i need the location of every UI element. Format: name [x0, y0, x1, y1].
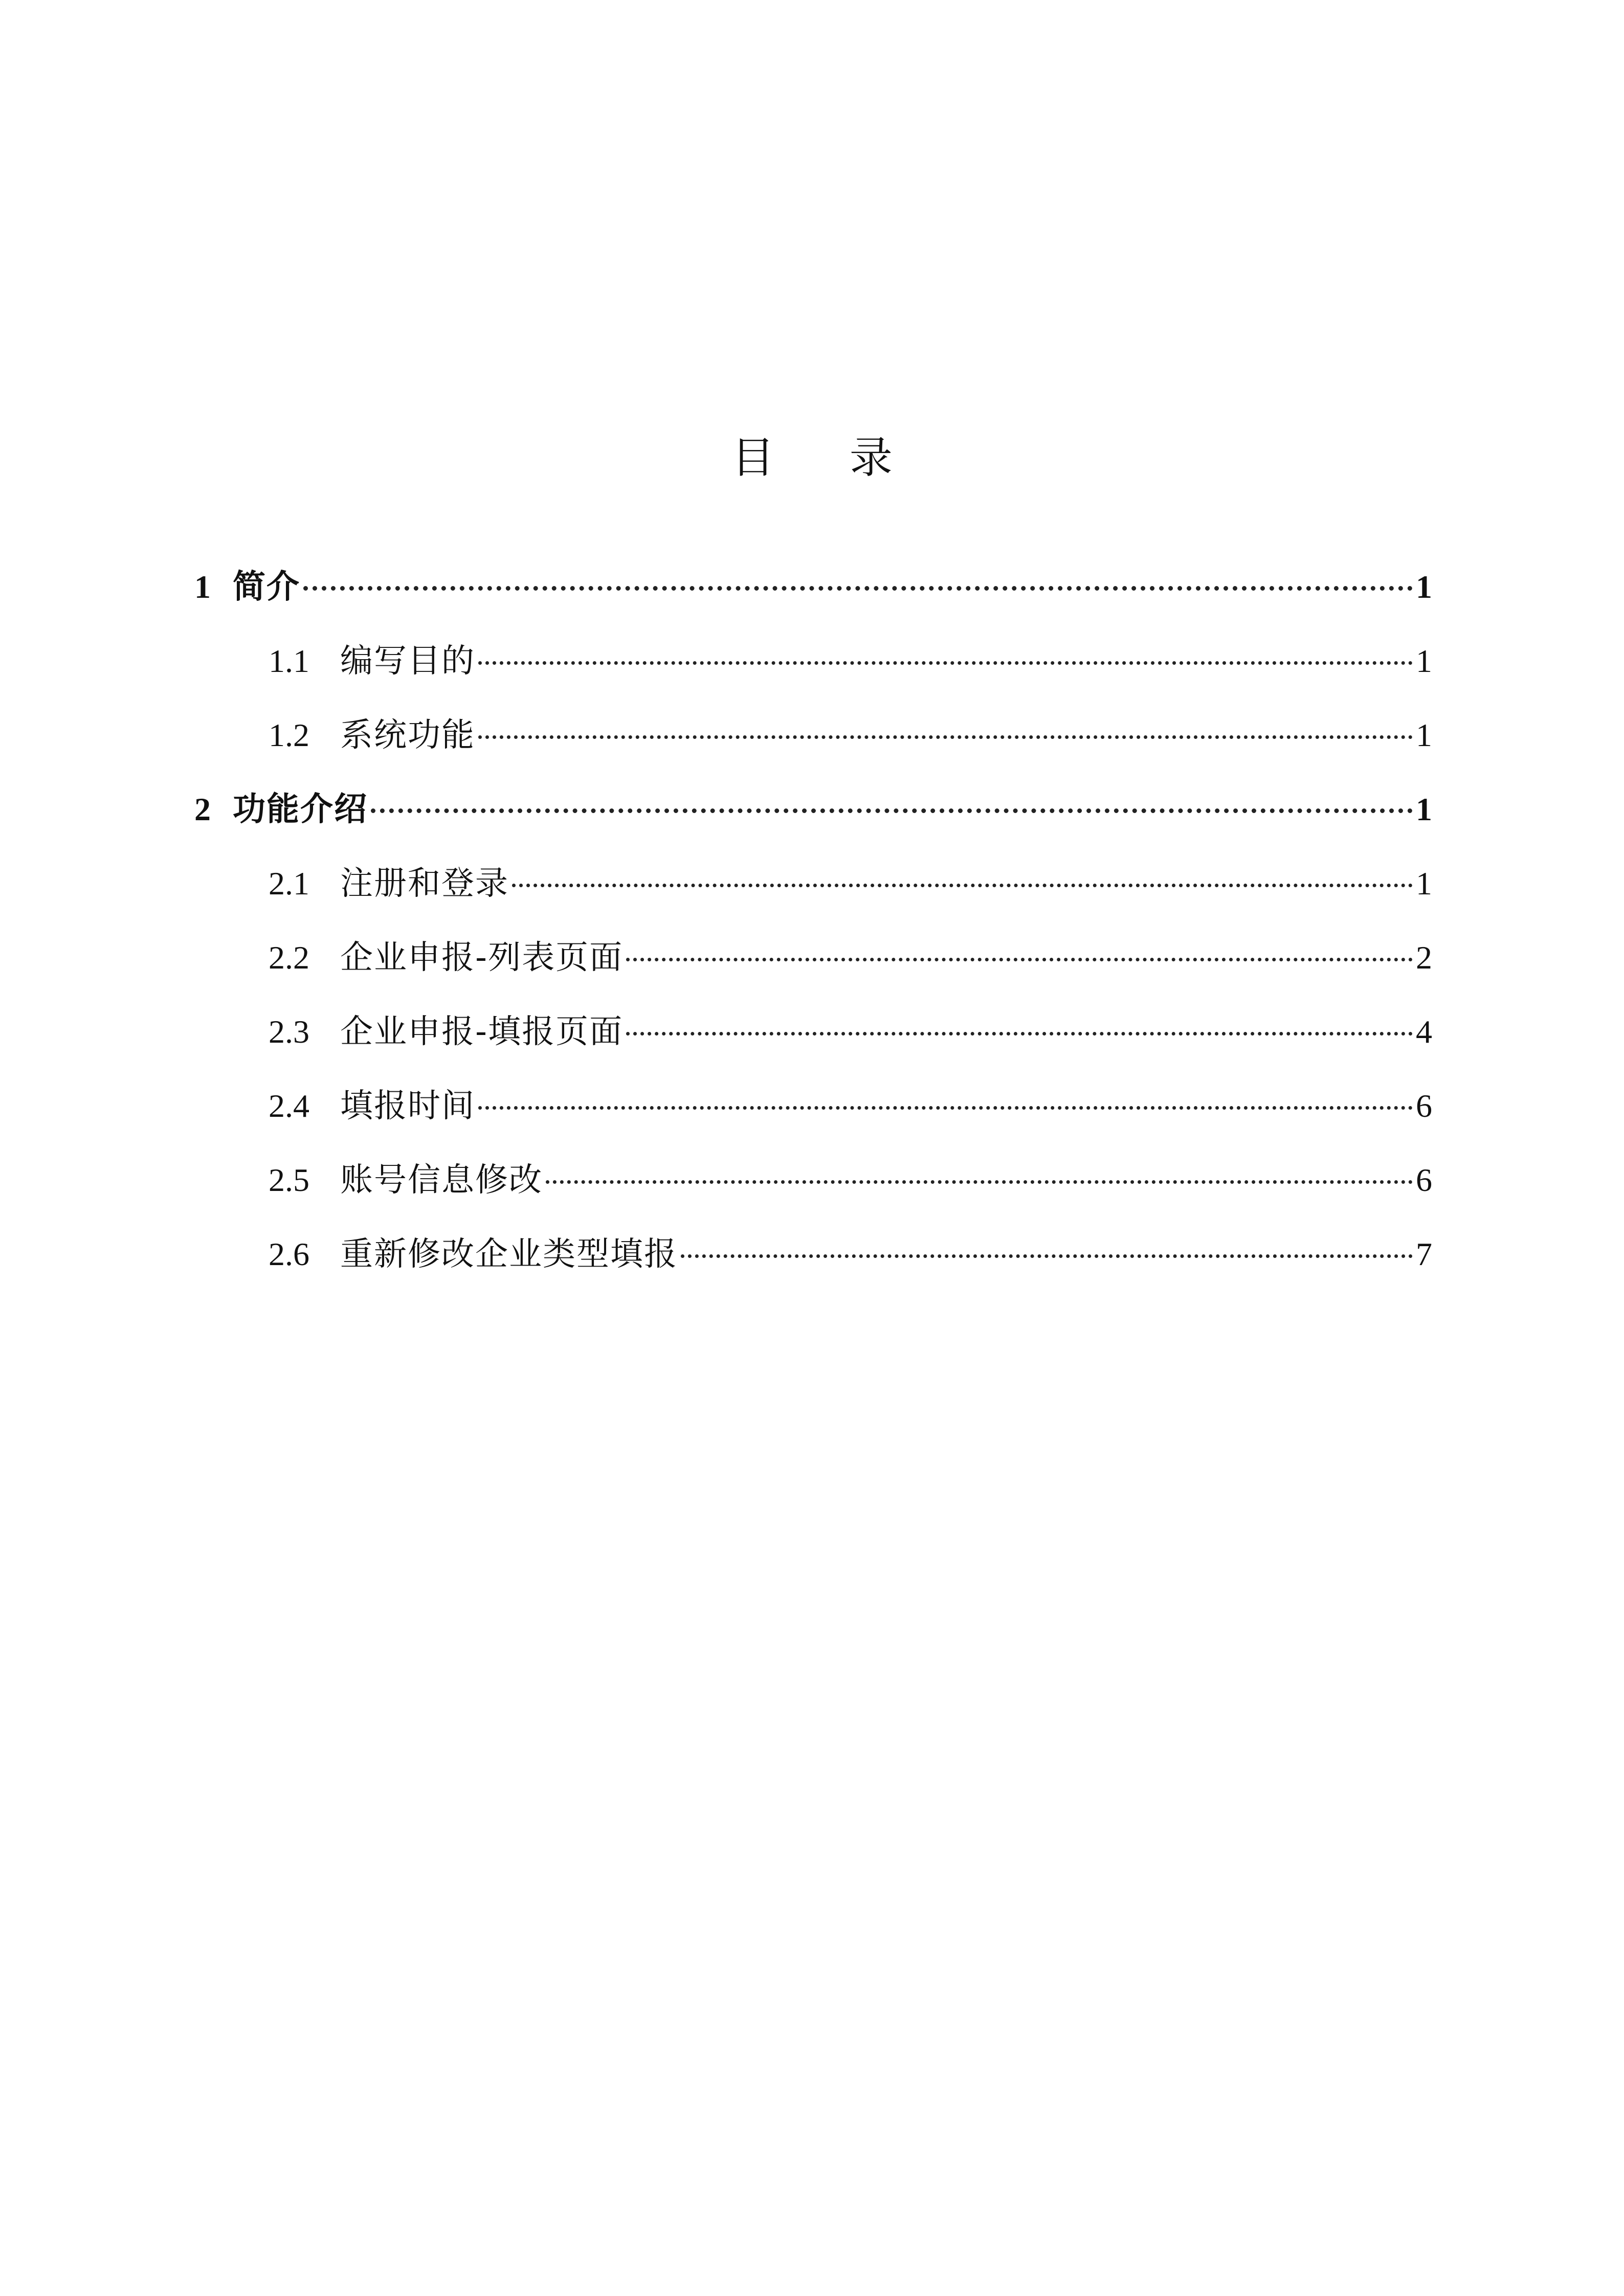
toc-entry[interactable] — [194, 1069, 1432, 1143]
toc-entry[interactable] — [194, 698, 1432, 772]
dot-leader — [626, 958, 1413, 961]
toc-entry-label: 账号信息修改 — [340, 1161, 543, 1199]
toc-entry-label: 填报时间 — [340, 1087, 475, 1125]
toc-entry-label: 编写目的 — [340, 642, 475, 680]
toc-entry-number: 2.2 — [269, 939, 309, 976]
toc-entry-number: 1.1 — [269, 643, 309, 679]
dot-leader — [303, 586, 1413, 591]
toc-entry-page: 1 — [1416, 865, 1432, 902]
toc-entry-page: 1 — [1416, 643, 1432, 679]
toc-entry[interactable] — [194, 995, 1432, 1069]
toc-entry[interactable] — [194, 1217, 1432, 1291]
toc-entry-number: 2.5 — [269, 1162, 309, 1198]
toc-title: 目 录 — [731, 433, 923, 483]
toc-entry-number: 2 — [194, 791, 211, 827]
dot-leader — [371, 808, 1413, 813]
dot-leader — [681, 1254, 1413, 1258]
dot-leader — [512, 884, 1413, 887]
toc-entry-page: 4 — [1416, 1014, 1432, 1050]
toc-entry-page: 2 — [1416, 939, 1432, 976]
toc-entry-label: 功能介绍 — [233, 791, 368, 828]
toc-entry-label: 系统功能 — [340, 716, 475, 754]
toc-entry-page: 1 — [1416, 791, 1432, 827]
toc-entry-page: 6 — [1416, 1162, 1432, 1198]
toc-entry-number: 1.2 — [269, 717, 309, 753]
toc-entry-number: 2.3 — [269, 1014, 309, 1050]
toc-entry[interactable] — [194, 624, 1432, 698]
toc-entry[interactable] — [194, 920, 1432, 995]
toc-entry-number: 2.4 — [269, 1088, 309, 1124]
toc-entry-label: 重新修改企业类型填报 — [340, 1235, 678, 1273]
dot-leader — [478, 1106, 1413, 1110]
dot-leader — [626, 1032, 1413, 1036]
toc-entry-page: 1 — [1416, 717, 1432, 753]
toc-entry-page: 1 — [1416, 569, 1432, 605]
toc-entry-label: 注册和登录 — [340, 865, 509, 903]
toc-entry[interactable] — [194, 1143, 1432, 1217]
toc-entry-label: 企业申报-填报页面 — [340, 1013, 624, 1051]
table-of-contents — [194, 550, 1432, 1291]
toc-entry-number: 2.1 — [269, 865, 309, 902]
dot-leader — [478, 735, 1413, 739]
toc-entry-label: 企业申报-列表页面 — [340, 939, 624, 977]
toc-entry-number: 1 — [194, 569, 211, 605]
toc-entry[interactable] — [194, 846, 1432, 920]
toc-entry[interactable] — [194, 550, 1432, 624]
toc-entry-number: 2.6 — [269, 1236, 309, 1272]
dot-leader — [478, 661, 1413, 665]
dot-leader — [546, 1180, 1413, 1184]
toc-entry-page: 6 — [1416, 1088, 1432, 1124]
toc-entry[interactable] — [194, 772, 1432, 846]
toc-entry-label: 简介 — [233, 568, 300, 606]
toc-entry-page: 7 — [1416, 1236, 1432, 1272]
